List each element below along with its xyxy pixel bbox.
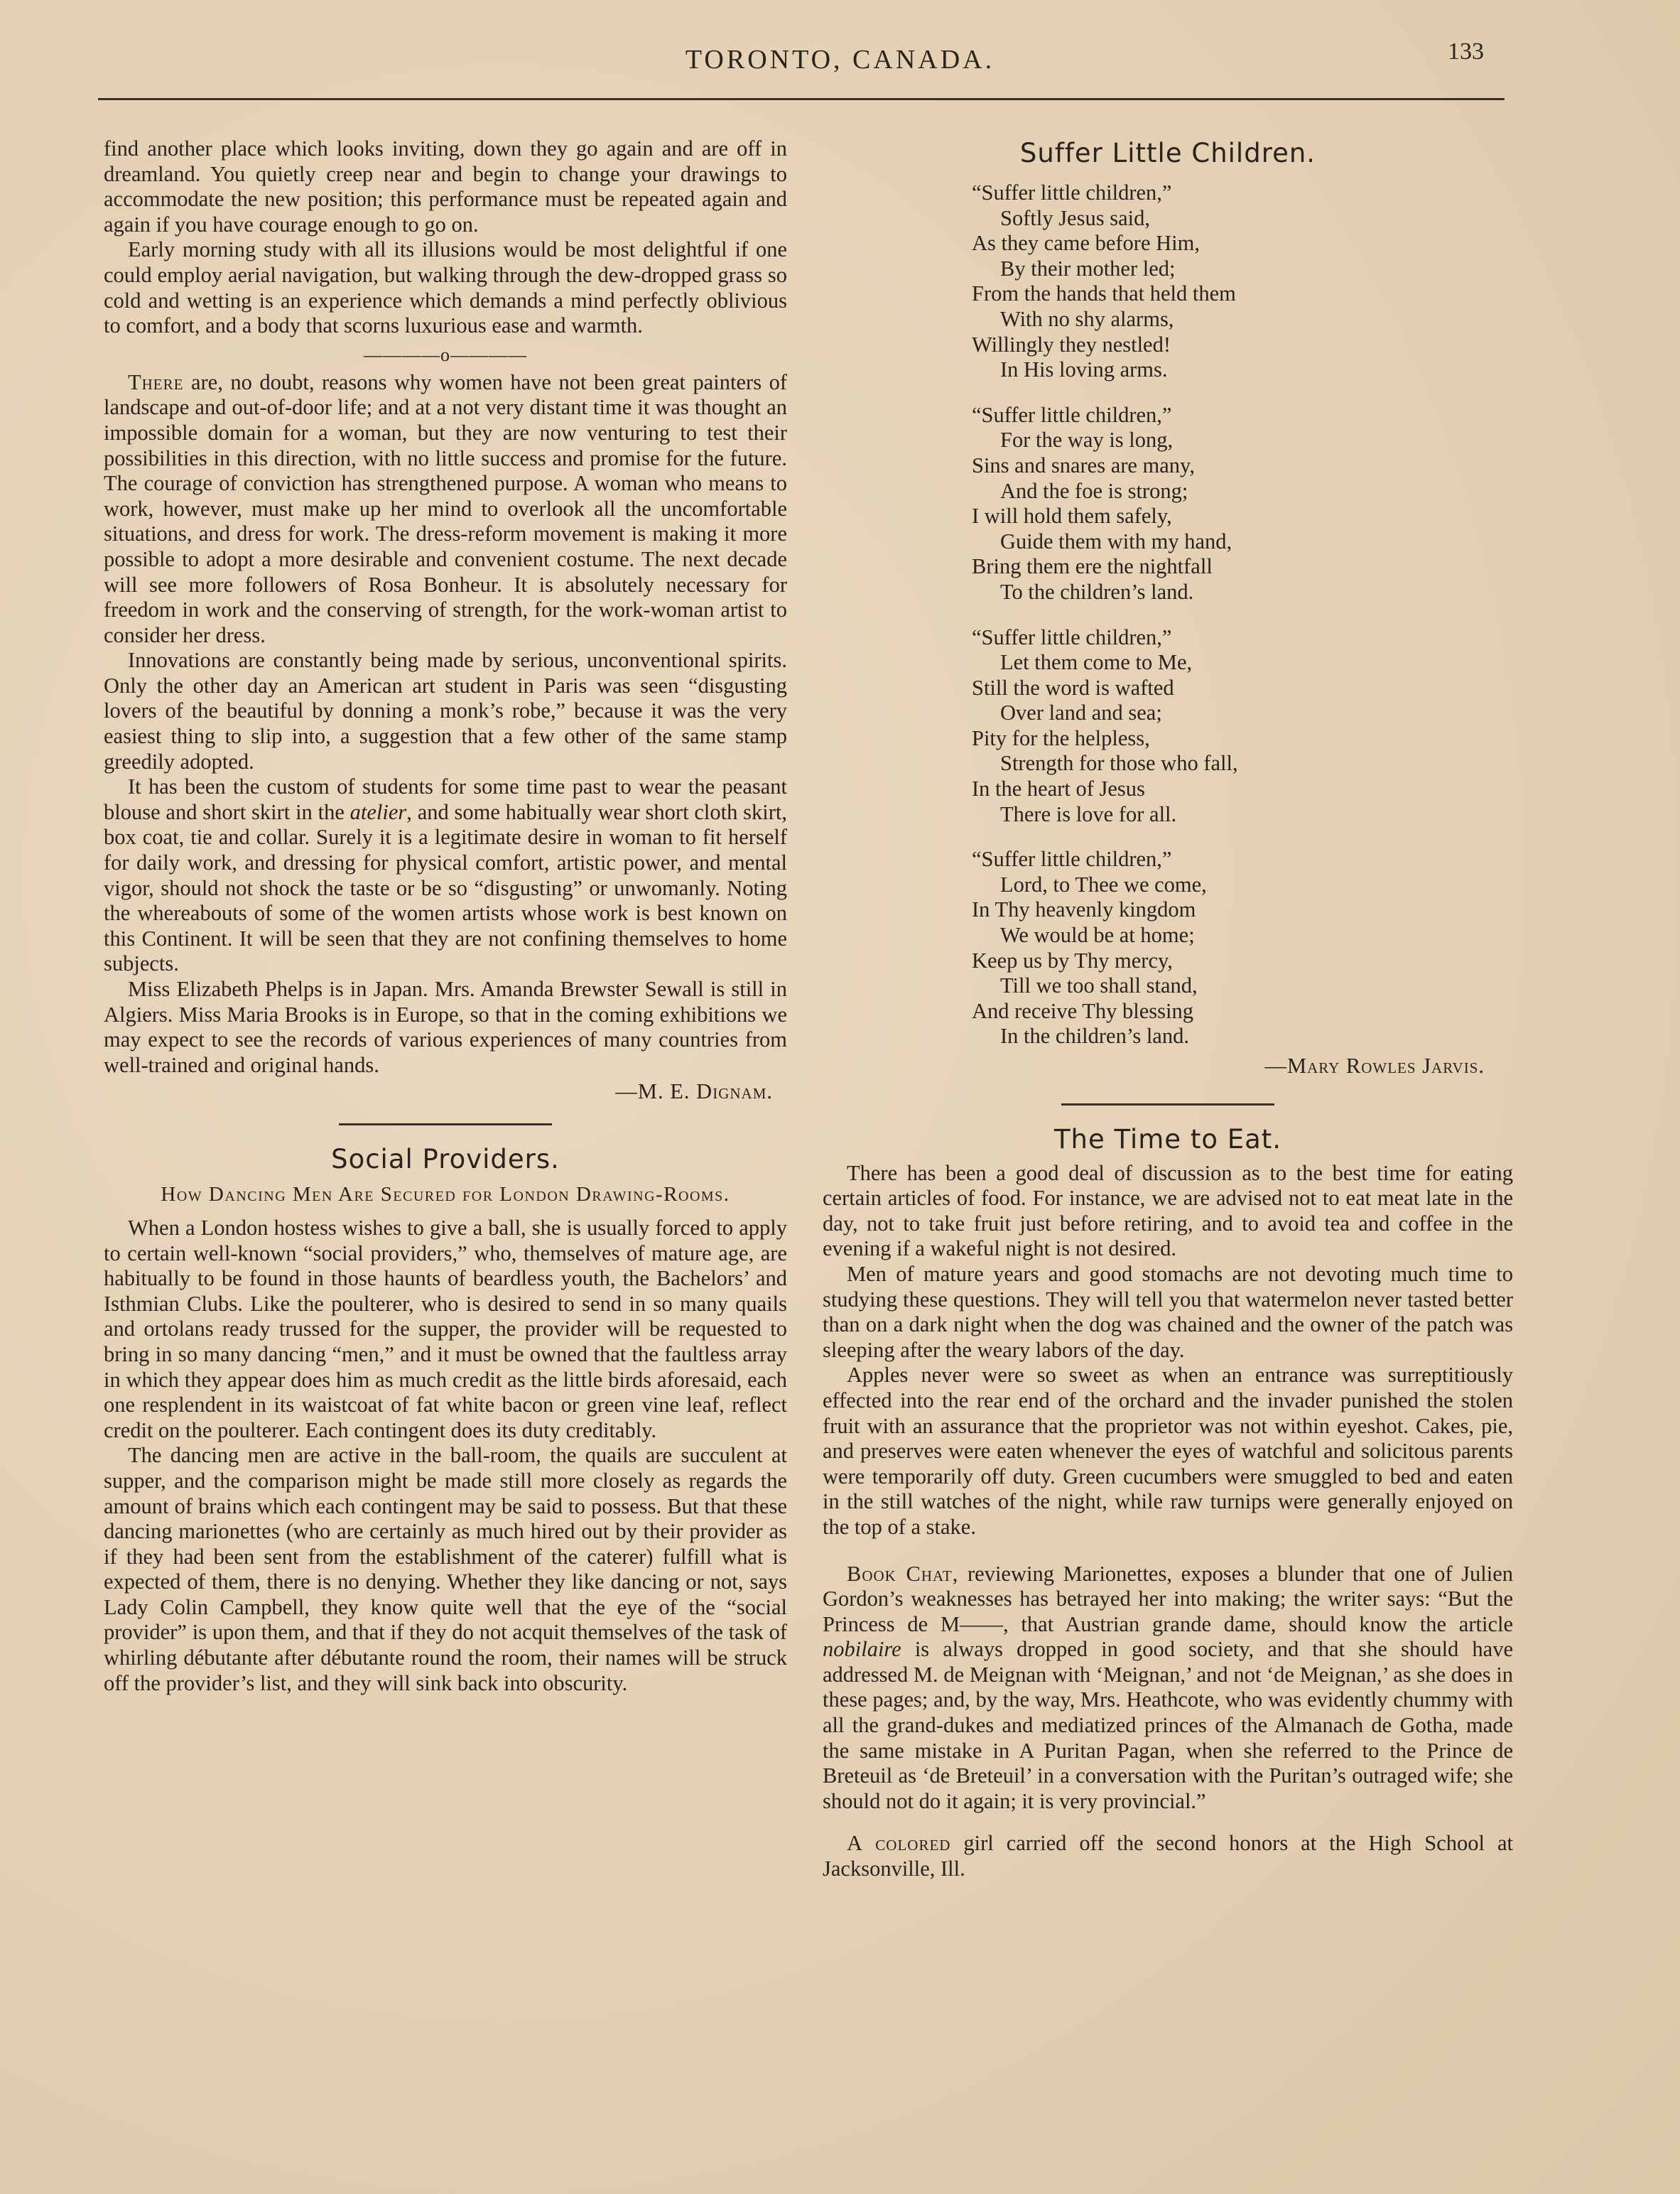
poem-stanza [972, 847, 1513, 1049]
poem-line: Softly Jesus said, [1000, 205, 1150, 230]
poem-line: There is love for all. [1000, 801, 1177, 826]
poem-line: “Suffer little children,” [972, 625, 1172, 649]
article-title: The Time to Eat. [1053, 1123, 1282, 1155]
poem-line: Sins and snares are many, [972, 453, 1195, 477]
paragraph-text: girl carried off the second honors at the High School at Jacksonville, Ill. [823, 1831, 1513, 1881]
poem-signature: —Mary Rowles Jarvis. [1264, 1054, 1485, 1078]
poem-line: Still the word is wafted [972, 675, 1174, 700]
section-rule [339, 1123, 552, 1125]
page-number: 133 [1448, 38, 1484, 65]
poem-line: “Suffer little children,” [972, 180, 1172, 205]
poem-line: In the children’s land. [1000, 1024, 1189, 1049]
paragraph-text: reviewing Marionettes, exposes a blunder that one of Julien Gordon’s weaknesses has betrayed her into making; the writer says: “But the Princess de M——, that Austrian grande dame, should know the article [823, 1561, 1514, 1636]
paragraph-text: , and some habitually wear short cloth skirt, box coat, tie and collar. Surely it is a legitimate desire in woman to fit herself for daily work, and dressing for physical comfort, artistic power, and mental vigor, should not shock the taste or be so “disgusting” or unwomanly. Noting the whereabouts of some of the women artists whose work is best known on this Continent. It will be seen that they are not confining themselves to home subjects. [104, 799, 787, 976]
poem-line: Bring them ere the nightfall [972, 554, 1213, 579]
book-chat-paragraph [823, 1562, 1513, 1815]
poem-line: Strength for those who fall, [1000, 751, 1238, 776]
paragraph-text: It has been the custom of students for some time past to wear the peasant blouse and short skirt in the [104, 774, 787, 824]
author-signature: —M. E. Dignam. [615, 1079, 773, 1104]
poem-line: Keep us by Thy mercy, [972, 948, 1173, 973]
social-providers-paragraph-2: The dancing men are active in the ball-room, the quails are succulent at supper, and the comparison might be made still more closely as regards the amount of brains which each contingent may be said to possess. But that these dancing marionettes (who are certainly as much hired out by their provider as if they had been sent from the establishment of the caterer) fulfill what is expected of them, there is no denying. Whether they like dancing or not, says Lady Colin Campbell, they know quite well that the eye of the “social provider” is upon them, and that if they do not acquit themselves of the task of whirling débutante after débutante round the room, their names will be struck off the provider’s list, and they will sink back into obscurity. [104, 1443, 787, 1695]
right-column [823, 136, 1513, 1882]
italic-word: nobilaire [823, 1637, 901, 1662]
article-subtitle: How Dancing Men Are Secured for London Drawing-Rooms. [161, 1182, 730, 1206]
colored-girl-paragraph [823, 1831, 1513, 1881]
left-column [104, 136, 787, 1696]
continuation-paragraph-1: find another place which looks inviting, down they go again and are off in dreamland. You quietly creep near and begin to change your drawings to accommodate the new position; this performance must be repeated again and again if you have courage enough to go on. [104, 136, 787, 237]
poem-line: And receive Thy blessing [972, 998, 1193, 1023]
lead-word: A colored [847, 1831, 951, 1856]
poem-line: For the way is long, [1000, 428, 1174, 453]
poem-line: Willingly they nestled! [972, 332, 1171, 357]
poem-line: With no shy alarms, [1000, 306, 1174, 331]
poem-line: In Thy heavenly kingdom [972, 897, 1196, 922]
poem-stanza [972, 180, 1513, 383]
poem-stanza [972, 625, 1513, 828]
continuation-paragraph-2: Early morning study with all its illusions would be most delightful if one could employ aerial navigation, but walking through the dew-dropped grass so cold and wetting is an experience which demands a mind perfectly oblivious to comfort, and a body that scorns luxurious ease and warmth. [104, 237, 787, 338]
poem-title: Suffer Little Children. [1019, 138, 1316, 168]
poem-line: We would be at home; [1000, 923, 1195, 948]
poem-line: In His loving arms. [1000, 357, 1168, 382]
section-rule [1061, 1103, 1274, 1106]
poem-line: Lord, to Thee we come, [1000, 872, 1207, 897]
poem-line: By their mother led; [1000, 256, 1176, 281]
spacer [823, 1540, 1513, 1562]
poem-line: Till we too shall stand, [1000, 973, 1198, 998]
poem-line: To the children’s land. [1000, 579, 1194, 604]
poem-stanza [972, 403, 1513, 605]
poem-line: Pity for the helpless, [972, 725, 1150, 750]
women-artists-paragraph-2: Innovations are constantly being made by serious, unconventional spirits. Only the other day an American art student in Paris was seen “disgusting lovers of the beautiful by donning a monk’s robe,” because it was the very easiest thing to slip into, a suggestion that a few other of the same stamp greedily adopted. [104, 648, 787, 774]
women-artists-paragraph-3 [104, 774, 787, 977]
article-title: Social Providers. [331, 1143, 560, 1174]
running-head: TORONTO, CANADA. [685, 45, 995, 75]
time-to-eat-paragraph-3: Apples never were so sweet as when an entrance was surreptitiously effected into the rear end of the orchard and the invader punished the stolen fruit with an assurance that the proprietor was not within eyeshot. Cakes, pie, and preserves were eaten whenever the eyes of watchful and solicitous parents were temporarily off duty. Green cucumbers were smuggled to bed and eaten in the still watches of the night, while raw turnips were generally enjoyed on the top of a stake. [823, 1363, 1513, 1539]
paragraph-text: are, no doubt, reasons why women have not been great painters of landscape and out-of-door life; and at a not very distant time it was thought an impossible domain for a woman, but they are now venturing to test their possibilities in this direction, with no little success and promise for the future. The courage of conviction has strengthened purpose. A woman who means to work, however, must make up her mind to overlook all the uncomfortable situations, and dress for work. The dress-reform movement is making it more possible to adopt a more desirable and convenient costume. The next decade will see more followers of Rosa Bonheur. It is absolutely necessary for freedom in work and the conserving of strength, for the work-woman artist to consider her dress. [104, 369, 787, 647]
section-separator: ————o———— [364, 344, 527, 365]
women-artists-paragraph-4: Miss Elizabeth Phelps is in Japan. Mrs. Amanda Brewster Sewall is still in Algiers. Miss Maria Brooks is in Europe, so that in the coming exhibitions we may expect to see the records of various experiences of many countries from well-trained and original hands. [104, 977, 787, 1077]
poem-line: I will hold them safely, [972, 504, 1172, 529]
poem-line: “Suffer little children,” [972, 402, 1172, 427]
poem-line: “Suffer little children,” [972, 847, 1172, 872]
italic-word: atelier [349, 799, 407, 824]
header-rule [98, 98, 1505, 100]
women-artists-paragraph-1 [104, 370, 787, 649]
paragraph-text: is always dropped in good society, and that she should have addressed M. de Meignan with ‘Meignan,’ and not ‘de Meignan,’ as she does in these pages; and, by the way, Mrs. Heathcote, who was evidently chummy with all the grand-dukes and mediatized princes of the Almanach de Gotha, made the same mistake in A Puritan Pagan, when she referred to the Prince de Breteuil as ‘de Breteuil’ in a conversation with the Puritan’s outraged wife; she should not do it again; it is very provincial.” [823, 1637, 1513, 1813]
poem-line: From the hands that held them [972, 281, 1236, 306]
poem-line: In the heart of Jesus [972, 777, 1145, 801]
spacer [823, 1814, 1513, 1831]
poem-line: Over land and sea; [1000, 701, 1162, 725]
time-to-eat-paragraph-1: There has been a good deal of discussion as to the best time for eating certain articles of food. For instance, we are advised not to eat meat late in the day, not to take fruit just before retiring, and to avoid tea and coffee in the evening if a wakeful night is not desired. [823, 1160, 1513, 1261]
poem [972, 180, 1513, 1049]
lead-word: There [128, 369, 184, 394]
lead-word: Book Chat, [847, 1561, 959, 1586]
poem-line: And the foe is strong; [1000, 478, 1188, 503]
social-providers-paragraph-1: When a London hostess wishes to give a ball, she is usually forced to apply to certain well-known “social providers,” who, themselves of mature age, are habitually to be found in those haunts of beardless youth, the Bachelors’ and Isthmian Clubs. Like the poulterer, who is desired to send in so many quails and ortolans ready trussed for the supper, the provider will be requested to bring in so many dancing “men,” and it must be owned that the faultless array in which they appear does him as much credit as the little birds aforesaid, each one resplendent in its waistcoat of fat white bacon or green vine leaf, reflect credit on the poulterer. Each contingent does its duty creditably. [104, 1215, 787, 1442]
poem-line: As they came before Him, [972, 231, 1200, 256]
poem-line: Guide them with my hand, [1000, 529, 1232, 553]
time-to-eat-paragraph-2: Men of mature years and good stomachs are not devoting much time to studying these questions. They will tell you that watermelon never tasted better than on a dark night when the dog was chained and the owner of the patch was sleeping after the weary labors of the day. [823, 1261, 1513, 1362]
poem-line: Let them come to Me, [1000, 650, 1193, 675]
